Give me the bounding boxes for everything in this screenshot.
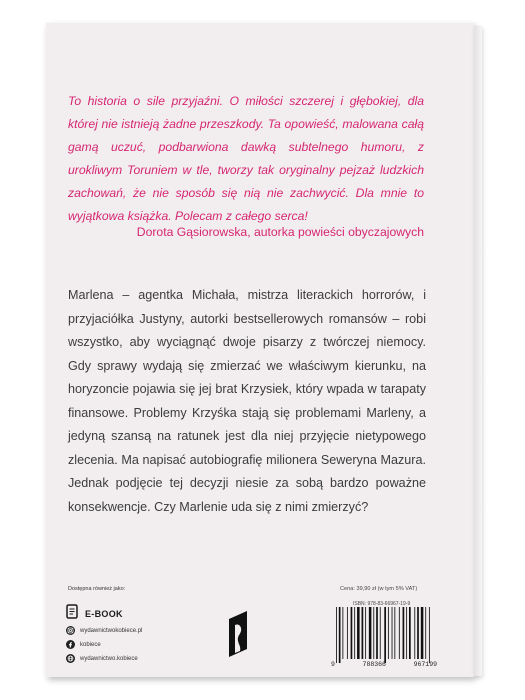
barcode-bar [365,607,366,659]
spine-text [474,500,482,540]
barcode-bar [417,607,419,659]
barcode-bar [339,607,341,663]
facebook-handle: kobiece [80,641,101,648]
ebook-label: E-BOOK [85,609,123,619]
instagram-handle: wydawnictwokobiece.pl [80,627,143,634]
barcode-digit-group: 9 [331,661,335,668]
barcode-bar [409,607,411,659]
social-instagram [66,626,142,635]
quote-author: Dorota Gąsiorowska, autorka powieści obyczajowych [136,225,424,239]
barcode-bar [421,607,424,659]
barcode-bar [429,607,430,663]
isbn-label: ISBN: 978-83-66967-19-9 [353,601,411,607]
barcode-bar [362,607,364,659]
barcode [334,607,436,665]
barcode-bar [369,607,372,659]
barcode-bar [351,607,353,659]
barcode-bar [425,607,426,659]
ebook-badge [66,604,123,624]
barcode-bar [354,607,355,659]
publisher-logo [229,611,253,662]
website-handle: wydawnictwo.kobiece [80,655,138,662]
barcode-bar [392,607,393,659]
barcode-bar [347,607,348,659]
barcode-bar [336,607,337,663]
social-website [66,654,138,663]
barcode-digit-group: 967199 [413,661,437,668]
barcode-bar [406,607,407,659]
price-label: Cena: 39,90 zł (w tym 5% VAT) [340,586,418,592]
instagram-icon [66,626,75,635]
available-as-label: Dostępna również jako: [68,586,126,592]
quote-text: To historia o sile przyjaźni. O miłości szczerej i głębokiej, dla której nie istnieją żadne przeszkody. Ta opowieść, malowana całą gamą uczuć, podbarwiona dawką subtelnego humoru, z urokliwym Toruniem w tle, tworzy tak oryginalny pejzaż ludzkich zachowań, że nie sposób się nią nie zachwycić. Dla mnie to wyjątkowa książka. Polecam z całego serca! [68,94,424,223]
barcode-bar [414,607,415,659]
social-facebook [66,640,101,649]
barcode-digits [331,661,437,668]
book-page-edge [474,26,482,676]
barcode-bar [384,607,386,663]
barcode-bar [373,607,374,659]
barcode-bar [342,607,343,659]
globe-icon [66,654,75,663]
barcode-bar [399,607,400,659]
barcode-bar [380,607,381,659]
facebook-icon [66,640,75,649]
book-blurb: Marlena – agentka Michała, mistrza literackich horrorów, i przyjaciółka Justyny, autorki bestsellerowych romansów – robi wszystko, aby wyciągnąć dwoje pisarzy z twórczej niemocy. Gdy sprawy wydają się zmierzać we właściwym kierunku, na horyzoncie pojawia się jej brat Krzysiek, który wpada w tarapaty finansowe. Problemy Krzyśka stają się problemami Marleny, a jedyną szansą na ratunek jest dla niej przyjęcie nietypowego zlecenia. Ma napisać autobiografię milionera Seweryna Mazura. Jednak podjęcie tej decyzji niesie za sobą bardzo poważne konsekwencje. Czy Marlenie uda się z nimi zmierzyć? [68,288,426,514]
barcode-bar [388,607,389,659]
barcode-bar [403,607,405,659]
barcode-digit-group: 788366 [362,661,386,668]
barcode-bar [376,607,378,659]
ebook-icon [66,604,79,624]
barcode-bar [394,607,395,659]
barcode-bar [357,607,360,659]
